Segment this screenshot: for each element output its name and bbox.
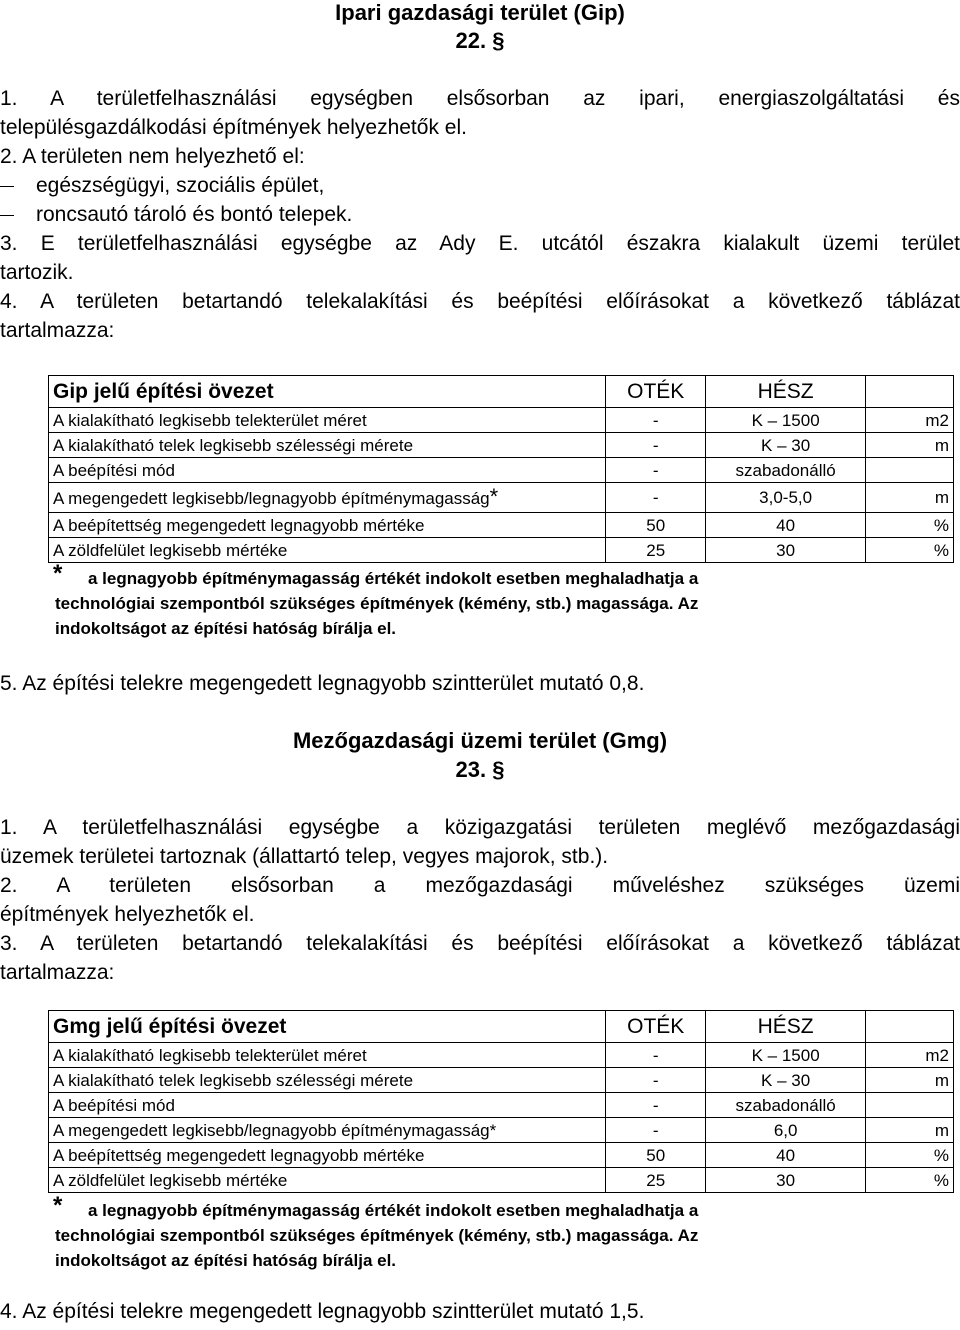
paragraph-3-line-1: 3. E területfelhasználási egységbe az Ady E. utcától északra kialakult üzemi terület <box>0 232 960 255</box>
otek-header: OTÉK <box>606 376 706 408</box>
unit-value: m <box>866 483 954 513</box>
unit-value: m <box>866 433 954 458</box>
row-label <box>49 483 606 513</box>
gmg-zone-table <box>48 1010 954 1193</box>
unit-value <box>866 458 954 483</box>
paragraph-5: 5. Az építési telekre megengedett legnagyobb szintterület mutató 0,8. <box>0 672 645 695</box>
paragraph-1-line-1: 1. A területfelhasználási egységbe a közigazgatási területen meglévő mezőgazdasági <box>0 816 960 839</box>
hesz-value: K – 1500 <box>706 408 866 433</box>
hesz-value: szabadonálló <box>706 458 866 483</box>
otek-value: 25 <box>606 538 706 563</box>
footnote-asterisk-icon: * <box>53 1192 63 1219</box>
paragraph-1-line-2: településgazdálkodási építmények helyezhetők el. <box>0 116 467 139</box>
paragraph-4-line-2: tartalmazza: <box>0 319 115 342</box>
section-number-23 <box>0 757 960 783</box>
unit-value: m <box>866 1068 954 1093</box>
table-row <box>49 1068 954 1093</box>
unit-value: % <box>866 1143 954 1168</box>
paragraph-4: 4. Az építési telekre megengedett legnagyobb szintterület mutató 1,5. <box>0 1300 645 1323</box>
section-number-text: 23. <box>455 757 487 782</box>
table-row <box>49 1143 954 1168</box>
table-row <box>49 513 954 538</box>
paragraph-3-line-2: tartozik. <box>0 261 74 284</box>
row-label: A kialakítható telek legkisebb szélességi mérete <box>49 1068 606 1093</box>
unit-value: % <box>866 513 954 538</box>
section-title-gmg: Mezőgazdasági üzemi terület (Gmg) <box>292 728 668 753</box>
hesz-value: 40 <box>706 1143 866 1168</box>
otek-header: OTÉK <box>606 1011 706 1043</box>
footnote-line-1: a legnagyobb építménymagasság értékét indokolt esetben meghaladhatja a <box>88 569 699 588</box>
otek-value: - <box>606 483 706 513</box>
hesz-header: HÉSZ <box>706 376 866 408</box>
unit-value: % <box>866 1168 954 1193</box>
zone-name-header: Gip jelű építési övezet <box>49 376 606 408</box>
hesz-value: K – 30 <box>706 1068 866 1093</box>
hesz-value: 3,0-5,0 <box>706 483 866 513</box>
otek-value: - <box>606 1043 706 1068</box>
hesz-value: K – 1500 <box>706 1043 866 1068</box>
unit-header <box>866 376 954 408</box>
table-header-row <box>49 376 954 408</box>
unit-header <box>866 1011 954 1043</box>
hesz-value: K – 30 <box>706 433 866 458</box>
table-row <box>49 458 954 483</box>
otek-value: - <box>606 1093 706 1118</box>
row-label: A beépítettség megengedett legnagyobb mértéke <box>49 513 606 538</box>
paragraph-3-line-2: tartalmazza: <box>0 961 115 984</box>
unit-value: % <box>866 538 954 563</box>
row-label: A beépítési mód <box>49 458 606 483</box>
hesz-header: HÉSZ <box>706 1011 866 1043</box>
hesz-value: 40 <box>706 513 866 538</box>
row-label: A kialakítható legkisebb telekterület méret <box>49 1043 606 1068</box>
table-row <box>49 483 954 513</box>
footnote-asterisk-icon: * <box>53 560 63 587</box>
table-row <box>49 1093 954 1118</box>
dash-bullet-icon <box>0 186 14 187</box>
section-number-22 <box>0 28 960 54</box>
table-header-row <box>49 1011 954 1043</box>
unit-value: m2 <box>866 408 954 433</box>
hesz-value: 6,0 <box>706 1118 866 1143</box>
unit-value: m2 <box>866 1043 954 1068</box>
row-label: A zöldfelület legkisebb mértéke <box>49 538 606 563</box>
footnote-line-1: a legnagyobb építménymagasság értékét indokolt esetben meghaladhatja a <box>88 1201 699 1220</box>
otek-value: - <box>606 408 706 433</box>
paragraph-1-line-2: üzemek területei tartoznak (állattartó telep, vegyes majorok, stb.). <box>0 845 609 868</box>
table-row <box>49 408 954 433</box>
paragraph-sign-icon: § <box>492 757 505 782</box>
table-row <box>49 1043 954 1068</box>
row-label: A kialakítható telek legkisebb szélességi mérete <box>49 433 606 458</box>
paragraph-2-line-1: 2. A területen elsősorban a mezőgazdasági műveléshez szükséges üzemi <box>0 874 960 897</box>
otek-value: 25 <box>606 1168 706 1193</box>
paragraph-3-line-1: 3. A területen betartandó telekalakítási és beépítési előírásokat a következő táblázat <box>0 932 960 955</box>
table-row <box>49 1168 954 1193</box>
table-row <box>49 433 954 458</box>
gip-zone-table <box>48 375 954 563</box>
footnote-line-2: technológiai szempontból szükséges építmények (kémény, stb.) magassága. Az <box>55 594 699 613</box>
hesz-value: 30 <box>706 1168 866 1193</box>
footnote-line-2: technológiai szempontból szükséges építmények (kémény, stb.) magassága. Az <box>55 1226 699 1245</box>
hesz-value: 30 <box>706 538 866 563</box>
otek-value: 50 <box>606 1143 706 1168</box>
footnote-line-3: indokoltságot az építési hatóság bírálja el. <box>55 619 397 638</box>
row-label: A zöldfelület legkisebb mértéke <box>49 1168 606 1193</box>
row-label: A beépítési mód <box>49 1093 606 1118</box>
row-label: A kialakítható legkisebb telekterület méret <box>49 408 606 433</box>
paragraph-sign-icon: § <box>492 28 505 53</box>
table-row <box>49 538 954 563</box>
bullet-item-1: egészségügyi, szociális épület, <box>36 174 325 197</box>
paragraph-2-line-2: építmények helyezhetők el. <box>0 903 255 926</box>
hesz-value: szabadonálló <box>706 1093 866 1118</box>
unit-value <box>866 1093 954 1118</box>
row-label: A beépítettség megengedett legnagyobb mértéke <box>49 1143 606 1168</box>
footnote-line-3: indokoltságot az építési hatóság bírálja el. <box>55 1251 397 1270</box>
bullet-item-2: roncsautó tároló és bontó telepek. <box>36 203 353 226</box>
dash-bullet-icon <box>0 215 14 216</box>
paragraph-4-line-1: 4. A területen betartandó telekalakítási és beépítési előírásokat a következő táblázat <box>0 290 960 313</box>
section-title-gip: Ipari gazdasági terület (Gip) <box>335 0 625 25</box>
asterisk-icon: * <box>489 484 499 509</box>
section-number-text: 22. <box>455 28 487 53</box>
unit-value: m <box>866 1118 954 1143</box>
otek-value: - <box>606 433 706 458</box>
otek-value: - <box>606 1118 706 1143</box>
otek-value: - <box>606 1068 706 1093</box>
zone-name-header: Gmg jelű építési övezet <box>49 1011 606 1043</box>
row-label: A megengedett legkisebb/legnagyobb építménymagasság* <box>49 1118 606 1143</box>
paragraph-2: 2. A területen nem helyezhető el: <box>0 145 305 168</box>
paragraph-1-line-1: 1. A területfelhasználási egységben elsősorban az ipari, energiaszolgáltatási és <box>0 87 960 110</box>
table-row <box>49 1118 954 1143</box>
otek-value: - <box>606 458 706 483</box>
row-label-text: A megengedett legkisebb/legnagyobb építménymagasság <box>53 489 490 508</box>
otek-value: 50 <box>606 513 706 538</box>
